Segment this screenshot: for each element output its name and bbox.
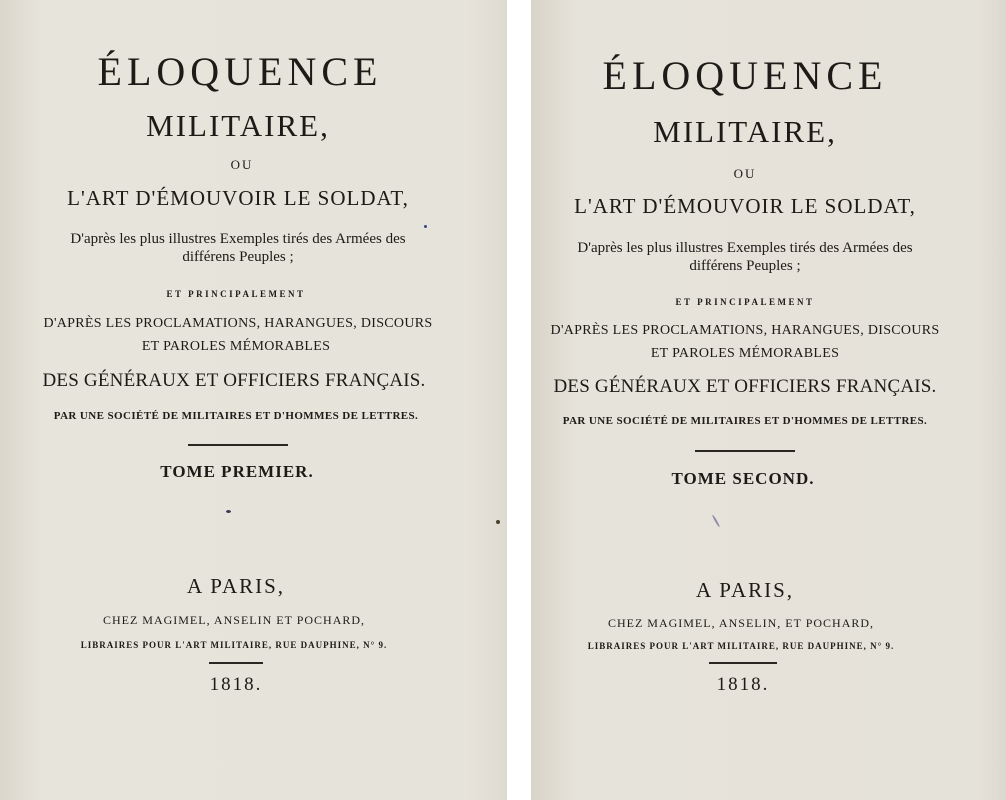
conjunction-ou: OU (230, 157, 254, 172)
paroles-line: ET PAROLES MÉMORABLES (141, 339, 331, 354)
tome-label: TOME PREMIER. (160, 462, 314, 481)
society-line: PAR UNE SOCIÉTÉ DE MILITAIRES ET D'HOMMES DE LETTRES. (53, 410, 419, 422)
divider-rule (695, 450, 795, 452)
description-line-2: différens Peuples ; (182, 249, 294, 265)
generals-line: DES GÉNÉRAUX ET OFFICIERS FRANÇAIS. (42, 370, 426, 391)
society-line: PAR UNE SOCIÉTÉ DE MILITAIRES ET D'HOMMES DE LETTRES. (562, 415, 928, 427)
imprint-address: LIBRAIRES POUR L'ART MILITAIRE, RUE DAUPHINE, N° 9. (80, 640, 388, 650)
ink-speck (712, 514, 721, 527)
book-title: ÉLOQUENCE (602, 53, 888, 98)
subtitle: L'ART D'ÉMOUVOIR LE SOLDAT, (574, 194, 916, 218)
proclamations-line: D'APRÈS LES PROCLAMATIONS, HARANGUES, DISCOURS (43, 316, 433, 331)
proclamations-line: D'APRÈS LES PROCLAMATIONS, HARANGUES, DISCOURS (550, 323, 940, 338)
imprint-address: LIBRAIRES POUR L'ART MILITAIRE, RUE DAUPHINE, N° 9. (587, 641, 895, 651)
description-line-2: différens Peuples ; (689, 258, 801, 274)
divider-rule (188, 444, 288, 446)
imprint-publisher: CHEZ MAGIMEL, ANSELIN ET POCHARD, (102, 613, 366, 627)
imprint-publisher: CHEZ MAGIMEL, ANSELIN, ET POCHARD, (607, 616, 875, 630)
conjunction-ou: OU (733, 166, 757, 181)
imprint-city: A PARIS, (186, 574, 286, 598)
description-line-1: D'après les plus illustres Exemples tirés des Armées des (577, 240, 913, 256)
book-title-line-2: MILITAIRE, (146, 108, 330, 143)
imprint-year: 1818. (716, 674, 770, 695)
paroles-line: ET PAROLES MÉMORABLES (650, 346, 840, 361)
tome-label: TOME SECOND. (671, 469, 815, 488)
gutter (507, 0, 531, 800)
principalement: ET PRINCIPALEMENT (166, 289, 306, 299)
book-title-line-2: MILITAIRE, (653, 114, 837, 149)
imprint-rule (709, 662, 777, 664)
book-title: ÉLOQUENCE (97, 49, 383, 94)
ink-speck (226, 510, 231, 513)
subtitle: L'ART D'ÉMOUVOIR LE SOLDAT, (67, 186, 409, 210)
imprint-year: 1818. (209, 674, 263, 695)
imprint-city: A PARIS, (695, 578, 795, 602)
ink-speck (496, 520, 500, 524)
imprint-rule (209, 662, 263, 664)
description-line-1: D'après les plus illustres Exemples tirés des Armées des (70, 231, 406, 247)
title-page-volume-2 (531, 0, 1006, 800)
ink-speck (424, 225, 427, 228)
principalement: ET PRINCIPALEMENT (675, 297, 815, 307)
generals-line: DES GÉNÉRAUX ET OFFICIERS FRANÇAIS. (553, 376, 937, 397)
